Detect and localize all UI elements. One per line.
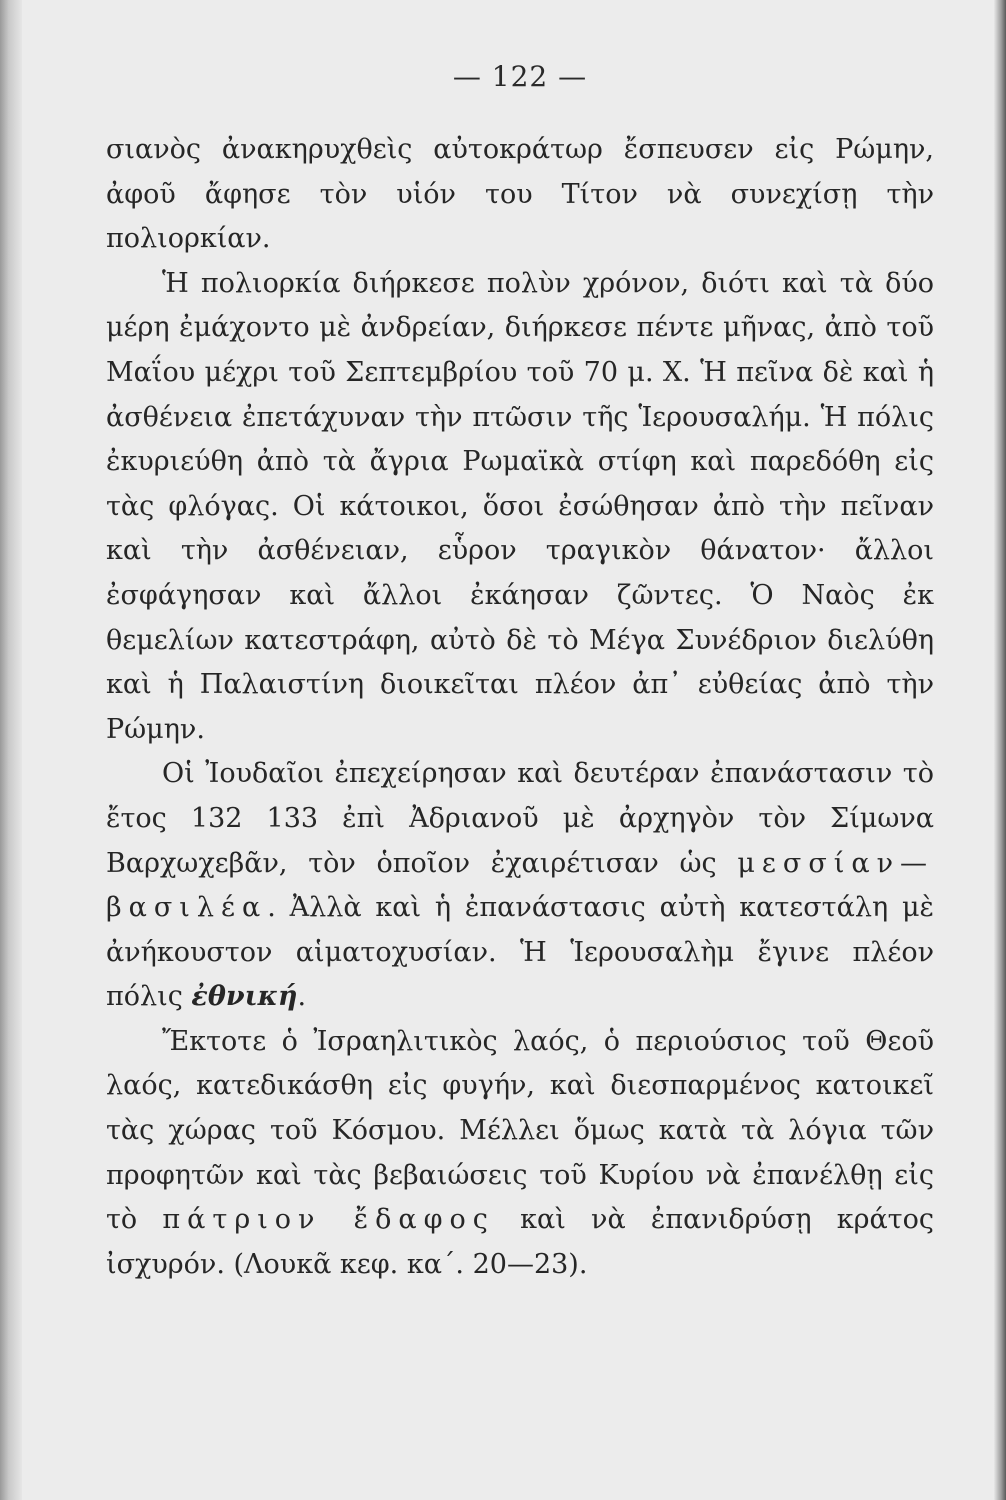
paragraph-text: Οἱ Ἰουδαῖοι ἐπεχείρησαν καὶ δευτέραν ἐπανάστασιν τὸ ἔτος 132 133 ἐπὶ Ἀδριανοῦ μὲ ἀρχηγὸν τὸν Σίμωνα Βαρχωχεβᾶν, τὸν ὁποῖον ἐχαιρέτισαν ὡς: [106, 758, 934, 879]
spaced-emphasis: μεσσίαν—βασιλέα: [106, 847, 934, 924]
paragraph-text: .: [297, 981, 307, 1013]
page-number: — 122 —: [452, 60, 588, 93]
body-text: [106, 128, 934, 1287]
paragraph-continuation: σιανὸς ἀνακηρυχθεὶς αὐτοκράτωρ ἔσπευσεν εἰς Ρώμην, ἀφοῦ ἄφησε τὸν υἱόν του Τίτον νὰ συνεχίσῃ τὴν πολιορκίαν.: [106, 134, 934, 255]
paragraph-text: . Ἀλλὰ καὶ ἡ ἐπανάστασις αὐτὴ κατεστάλη μὲ ἀνήκουστον αἱματοχυσίαν. Ἡ Ἱερουσαλὴμ ἔγινε πλέον πόλις: [106, 892, 934, 1013]
paragraph-siege: Ἡ πολιορκία διήρκεσε πολὺν χρόνον, διότι καὶ τὰ δύο μέρη ἐμάχοντο μὲ ἀνδρείαν, διήρκεσε πέντε μῆνας, ἀπὸ τοῦ Μαΐου μέχρι τοῦ Σεπτεμβρίου τοῦ 70 μ. Χ. Ἡ πεῖνα δὲ καὶ ἡ ἀσθένεια ἐπετάχυναν τὴν πτῶσιν τῆς Ἱερουσαλήμ. Ἡ πόλις ἐκυριεύθη ἀπὸ τὰ ἄγρια Ρωμαϊκὰ στίφη καὶ παρεδόθη εἰς τὰς φλόγας. Οἱ κάτοικοι, ὅσοι ἐσώθησαν ἀπὸ τὴν πεῖναν καὶ τὴν ἀσθένειαν, εὗρον τραγικὸν θάνατον· ἄλλοι ἐσφάγησαν καὶ ἄλλοι ἐκάησαν ζῶντες. Ὁ Ναὸς ἐκ θεμελίων κατεστράφη, αὐτὸ δὲ τὸ Μέγα Συνέδριον διελύθη καὶ ἡ Παλαιστίνη διοικεῖται πλέον ἀπ᾽ εὐθείας ἀπὸ τὴν Ρώμην.: [106, 267, 934, 745]
page-binding-shadow: [0, 0, 22, 1500]
page-edge-shadow: [994, 0, 1006, 1500]
paragraph-text: καὶ νὰ ἐπανιδρύσῃ κράτος ἰσχυρόν. (Λουκᾶ κεφ. κα΄. 20—23).: [106, 1204, 934, 1280]
paragraph-diaspora: [106, 1020, 934, 1288]
paragraph-second-revolt: [106, 752, 934, 1020]
bold-emphasis: ἐθνική: [191, 981, 298, 1013]
spaced-emphasis: πάτριον ἔδαφος: [162, 1204, 495, 1236]
paragraph-text: Ἔκτοτε ὁ Ἰσραηλιτικὸς λαός, ὁ περιούσιος τοῦ Θεοῦ λαός, κατεδικάσθη εἰς φυγήν, καὶ διεσπαρμένος κατοικεῖ τὰς χώρας τοῦ Κόσμου. Μέλλει ὅμως κατὰ τὰ λόγια τῶν προφητῶν καὶ τὰς βεβαιώσεις τοῦ Κυρίου νὰ ἐπανέλθῃ εἰς τὸ: [106, 1025, 934, 1236]
